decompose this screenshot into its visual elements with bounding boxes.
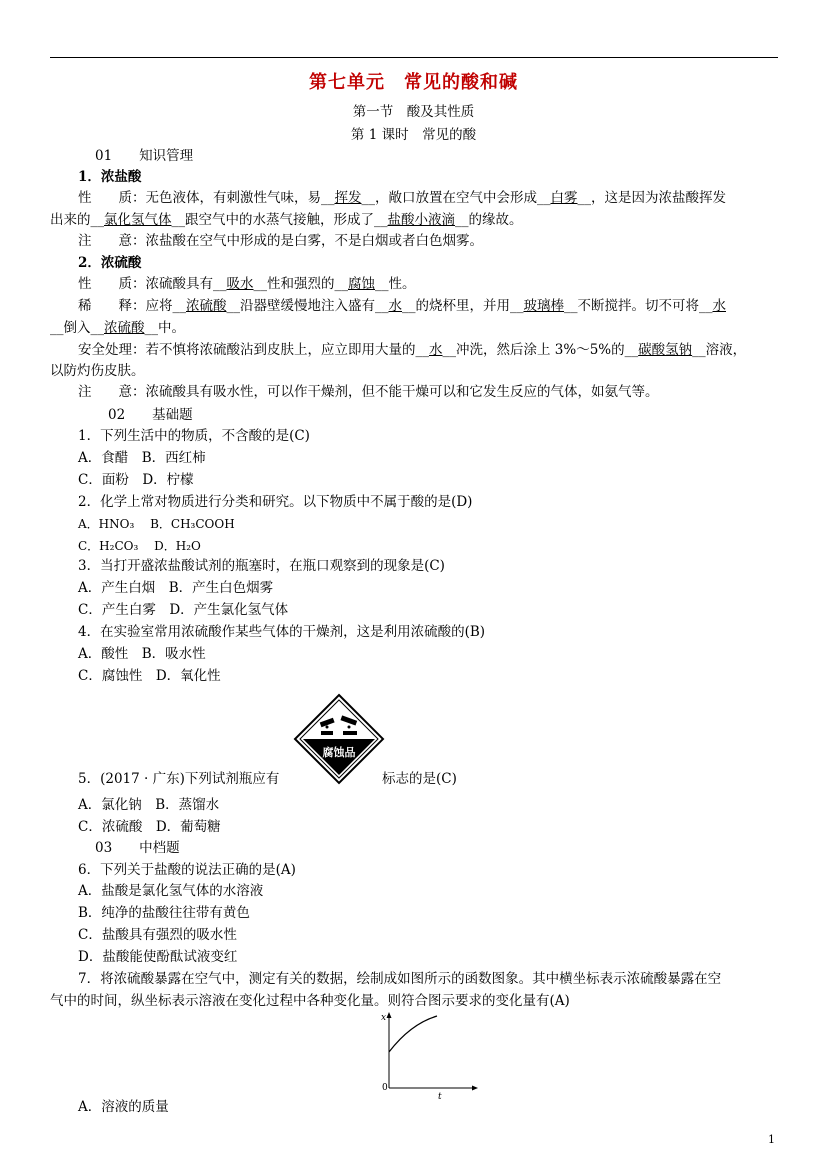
- k2-line3: __倒入__浓硫酸__中。: [50, 320, 185, 336]
- function-graph: [372, 1010, 482, 1100]
- q6-option-a: A．盐酸是氯化氢气体的水溶液: [78, 883, 264, 899]
- q5-options-cd: C．浓硫酸 D．葡萄糖: [78, 819, 221, 835]
- page-title: 第七单元 常见的酸和碱: [309, 72, 518, 93]
- section-title: 第一节 酸及其性质: [352, 104, 475, 120]
- q7-stem-1: 7．将浓硫酸暴露在空气中，测定有关的数据，绘制成如图所示的函数图象。其中横坐标表示浓硫酸暴露在空: [78, 971, 722, 987]
- lesson-title: 第 1 课时 常见的酸: [350, 127, 477, 143]
- k2-line5: 以防灼伤皮肤。: [50, 363, 145, 379]
- q2-options-cd: C．H₂CO₃ D．H₂O: [78, 539, 201, 553]
- q1-options-cd: C．面粉 D．柠檬: [78, 472, 194, 488]
- k2-note: 注 意：浓硫酸具有吸水性，可以作干燥剂，但不能干燥可以和它发生反应的气体，如氨气等。: [78, 384, 659, 400]
- q4-options-ab: A．酸性 B．吸水性: [78, 646, 206, 662]
- corrosive-hazard-icon: [293, 693, 385, 785]
- k1-line1: 性 质：无色液体，有刺激性气味，易__挥发__，敞口放置在空气中会形成__白雾__，这是因为浓盐酸挥发: [78, 190, 726, 206]
- q7-option-a: A．溶液的质量: [78, 1099, 169, 1115]
- header-rule: [50, 57, 778, 58]
- heading-knowledge: 01 知识管理: [95, 148, 194, 164]
- q1-options-ab: A．食醋 B．西红柿: [78, 450, 206, 466]
- heading-intermediate: 03 中档题: [95, 840, 180, 856]
- q3-options-cd: C．产生白雾 D．产生氯化氢气体: [78, 602, 289, 618]
- k2-line4: 安全处理：若不慎将浓硫酸沾到皮肤上，应立即用大量的__水__冲洗，然后涂上 3%～5%的__碳酸氢钠__溶液，: [78, 342, 747, 358]
- q6-option-b: B．纯净的盐酸往往带有黄色: [78, 905, 250, 921]
- q2-options-ab: A．HNO₃ B．CH₃COOH: [78, 517, 235, 531]
- q2-stem: 2．化学上常对物质进行分类和研究。以下物质中不属于酸的是(D): [78, 494, 473, 510]
- k1-head: 1．浓盐酸: [78, 169, 142, 185]
- graph-origin: 0: [382, 1083, 388, 1093]
- graph-curve: [389, 1016, 437, 1052]
- page-number: 1: [768, 1133, 775, 1146]
- q5-stem-a: 5．(2017 · 广东)下列试剂瓶应有: [78, 771, 280, 787]
- graph-x-label: t: [438, 1092, 442, 1100]
- k1-note: 注 意：浓盐酸在空气中形成的是白雾，不是白烟或者白色烟雾。: [78, 233, 483, 249]
- q5-stem-b: 标志的是(C): [382, 771, 457, 787]
- q4-options-cd: C．腐蚀性 D．氧化性: [78, 668, 221, 684]
- q3-options-ab: A．产生白烟 B．产生白色烟雾: [78, 580, 274, 596]
- q1-stem: 1．下列生活中的物质，不含酸的是(C): [78, 428, 310, 444]
- q7-stem-2: 气中的时间，纵坐标表示溶液在变化过程中各种变化量。则符合图示要求的变化量有(A): [50, 993, 570, 1009]
- q4-stem: 4．在实验室常用浓硫酸作某些气体的干燥剂，这是利用浓硫酸的(B): [78, 624, 486, 640]
- q6-stem: 6．下列关于盐酸的说法正确的是(A): [78, 862, 296, 878]
- badge-label: 腐蚀品: [322, 746, 356, 759]
- q5-options-ab: A．氯化钠 B．蒸馏水: [78, 797, 220, 813]
- k2-line1: 性 质：浓硫酸具有__吸水__性和强烈的__腐蚀__性。: [78, 276, 416, 292]
- heading-basic: 02 基础题: [108, 407, 193, 423]
- k2-line2: 稀 释：应将__浓硫酸__沿器壁缓慢地注入盛有__水__的烧杯里，并用__玻璃棒__不断搅拌。切不可将__水: [78, 298, 726, 314]
- q3-stem: 3．当打开盛浓盐酸试剂的瓶塞时，在瓶口观察到的现象是(C): [78, 558, 445, 574]
- k1-line2: 出来的__氯化氢气体__跟空气中的水蒸气接触，形成了__盐酸小液滴__的缘故。: [50, 212, 523, 228]
- graph-y-label: x: [381, 1013, 387, 1023]
- q6-option-c: C．盐酸具有强烈的吸水性: [78, 927, 237, 943]
- k2-head: 2．浓硫酸: [78, 255, 142, 271]
- q6-option-d: D．盐酸能使酚酞试液变红: [78, 949, 238, 965]
